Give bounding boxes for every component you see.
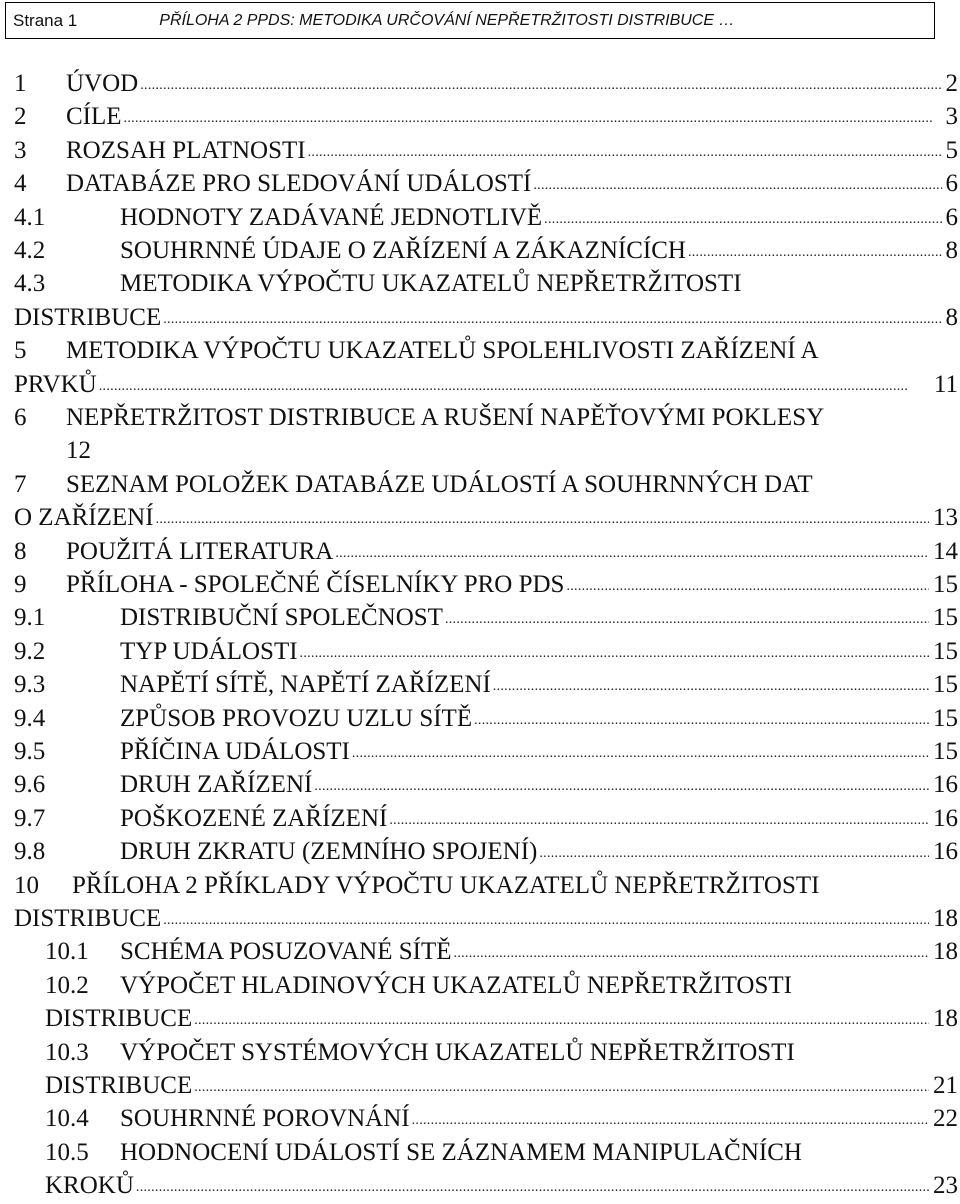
toc-number: 4.1 [14,203,46,231]
dot-leader [308,134,942,168]
toc-page-number: 15 [930,702,958,736]
toc-entry-title: HODNOCENÍ UDÁLOSTÍ SE ZÁZNAMEM MANIPULAČNÍCH [120,1138,802,1166]
toc-entry-title: NEPŘETRŽITOST DISTRIBUCE A RUŠENÍ NAPĚŤOVÝMI POKLESY [66,404,825,431]
toc-line[interactable] [0,635,960,669]
toc-page-number: 6 [943,167,959,201]
dot-leader [544,201,941,235]
toc-line[interactable] [0,301,960,335]
toc-page-number: 8 [943,301,959,335]
toc-page-number: 15 [930,668,958,702]
toc-page-number: 15 [930,735,958,769]
toc-entry-title: NAPĚTÍ SÍTĚ, NAPĚTÍ ZAŘÍZENÍ [120,671,491,699]
dot-leader [412,1102,929,1136]
toc-line[interactable] [0,902,960,936]
dot-leader [352,735,929,769]
toc-line[interactable] [0,1169,960,1203]
toc-line[interactable] [0,167,960,201]
toc-entry-title: ZPŮSOB PROVOZU UZLU SÍTĚ [120,704,473,732]
toc-entry-title: METODIKA VÝPOČTU UKAZATELŮ NEPŘETRŽITOSTI [120,270,742,298]
toc-number: 10.2 [45,971,89,999]
toc-page-number: 12 [66,437,91,465]
toc-line[interactable] [0,869,960,903]
toc-number: 1 [14,70,27,97]
toc-page-number: 6 [943,201,959,235]
dot-leader [194,1002,929,1036]
toc-entry-continuation: O ZAŘÍZENÍ [14,504,154,532]
toc-page-number: 11 [931,368,958,402]
toc-line[interactable] [0,1002,960,1036]
dot-leader [493,668,929,702]
toc-page-number: 2 [943,67,959,101]
toc-line[interactable] [0,334,960,368]
toc-page-number: 5 [943,134,959,168]
dot-leader [300,635,929,669]
toc-entry-title: PŘÍLOHA - SPOLEČNÉ ČÍSELNÍKY PRO PDS [66,571,565,598]
dot-leader [335,535,929,569]
toc-number: 10.1 [45,938,89,966]
dot-leader [445,601,929,635]
toc-line[interactable] [0,100,960,134]
toc-entry-title: DISTRIBUČNÍ SPOLEČNOST [120,604,443,632]
dot-leader [688,234,942,268]
toc-page-number: 16 [930,768,958,802]
toc-number: 10 [14,871,39,899]
toc-line[interactable] [0,535,960,569]
toc-entry-title: SCHÉMA POSUZOVANÉ SÍTĚ [120,938,452,966]
toc-page-number: 18 [930,935,958,969]
toc-entry-title: TYP UDÁLOSTI [120,637,298,665]
toc-number: 9.8 [14,838,46,866]
toc-number: 9.6 [14,771,46,799]
dot-leader [533,167,941,201]
toc-number: 8 [14,537,27,565]
toc-number: 9.4 [14,704,46,732]
dot-leader [194,1069,929,1103]
dot-leader [539,835,929,869]
toc-entry-continuation: KROKŮ [45,1172,134,1200]
toc-number: 10.4 [45,1105,89,1133]
toc-page-number: 8 [943,234,959,268]
toc-entry-continuation: DISTRIBUCE [45,1072,193,1099]
toc-entry-continuation: PRVKŮ [14,370,97,398]
toc-entry-title: PŘÍČINA UDÁLOSTI [120,738,350,765]
toc-line[interactable] [0,234,960,268]
toc-number: 9.1 [14,604,46,632]
toc-page-number: 18 [930,902,958,936]
toc-entry-title: VÝPOČET SYSTÉMOVÝCH UKAZATELŮ NEPŘETRŽITOSTI [120,1038,795,1066]
toc-page-number: 22 [930,1102,958,1136]
toc-entry-title: DATABÁZE PRO SLEDOVÁNÍ UDÁLOSTÍ [66,170,532,198]
dot-leader [99,368,930,402]
toc-line[interactable] [0,201,960,235]
toc-entry-continuation: DISTRIBUCE [14,303,162,331]
toc-line[interactable] [0,401,960,435]
dot-leader [140,67,941,101]
dot-leader [136,1169,929,1203]
toc-page-number: 16 [930,802,958,836]
toc-line[interactable] [0,267,960,301]
toc-line[interactable] [0,368,960,402]
toc-page-number: 21 [930,1069,958,1103]
toc-line[interactable] [0,1102,960,1136]
toc-number: 9.5 [14,738,46,765]
toc-number: 10.5 [45,1138,89,1166]
toc-number: 10.3 [45,1038,89,1066]
toc-page-number: 15 [930,601,958,635]
dot-leader [454,935,929,969]
toc-entry-continuation: DISTRIBUCE [45,1005,193,1033]
toc-line[interactable] [0,668,960,702]
toc-number: 5 [14,337,27,365]
toc-line[interactable] [0,802,960,836]
toc-entry-title: ÚVOD [66,70,139,97]
dot-leader [163,902,929,936]
toc-number: 9.3 [14,671,46,699]
toc-entry-continuation: DISTRIBUCE [14,905,162,932]
toc-line[interactable] [0,735,960,769]
toc-line[interactable] [0,768,960,802]
toc-line[interactable] [0,835,960,869]
dot-leader [389,802,929,836]
toc-entry-title: SOUHRNNÉ ÚDAJE O ZAŘÍZENÍ A ZÁKAZNÍCÍCH [120,237,686,264]
toc-entry-title: CÍLE [66,103,122,131]
toc-entry-title: SOUHRNNÉ POROVNÁNÍ [120,1105,410,1133]
toc-entry-title: ROZSAH PLATNOSTI [66,136,306,164]
dot-leader [566,568,929,602]
dot-leader [163,301,941,335]
toc-entry-title: HODNOTY ZADÁVANÉ JEDNOTLIVĚ [120,203,543,231]
dot-leader [156,501,929,535]
toc-entry-title: POŠKOZENÉ ZAŘÍZENÍ [120,804,388,832]
toc-line[interactable] [0,1036,960,1070]
toc-number: 2 [14,103,27,131]
dot-leader [314,768,929,802]
toc-number: 4 [14,170,27,198]
toc-entry-title: METODIKA VÝPOČTU UKAZATELŮ SPOLEHLIVOSTI ZAŘÍZENÍ A [66,337,819,365]
toc-number: 4.3 [14,270,46,298]
toc-line[interactable] [0,434,960,468]
page-header [5,2,935,39]
toc-number: 9.2 [14,637,46,665]
toc-number: 9 [14,571,27,598]
toc-entry-title: PŘÍLOHA 2 PŘÍKLADY VÝPOČTU UKAZATELŮ NEPŘETRŽITOSTI [72,871,820,899]
toc-line[interactable] [0,67,960,101]
toc-page-number: 15 [930,635,958,669]
toc-number: 3 [14,136,27,164]
toc-line[interactable] [0,501,960,535]
toc-number: 7 [14,470,27,498]
toc-entry-title: POUŽITÁ LITERATURA [66,537,334,565]
dot-leader [474,702,929,736]
toc-line[interactable] [0,1069,960,1103]
toc-entry-title: DRUH ZAŘÍZENÍ [120,771,313,799]
toc-page-number: 16 [930,835,958,869]
page-label: Strana 1 [13,10,78,30]
toc-page-number: 15 [930,568,958,602]
toc-page-number: 18 [930,1002,958,1036]
toc-line[interactable] [0,1136,960,1170]
toc-line[interactable] [0,601,960,635]
toc-entry-title: VÝPOČET HLADINOVÝCH UKAZATELŮ NEPŘETRŽITOSTI [120,971,792,999]
document-title: PŘÍLOHA 2 PPDS: METODIKA URČOVÁNÍ NEPŘETRŽITOSTI DISTRIBUCE … [159,11,735,29]
toc-page-number: 13 [930,501,958,535]
toc-line[interactable] [0,134,960,168]
toc-page-number: 23 [930,1169,958,1203]
toc-number: 9.7 [14,804,46,832]
toc-line[interactable] [0,935,960,969]
toc-entry-title: SEZNAM POLOŽEK DATABÁZE UDÁLOSTÍ A SOUHRNNÝCH DAT [66,470,813,498]
toc-line[interactable] [0,568,960,602]
toc-line[interactable] [0,969,960,1003]
toc-entry-title: DRUH ZKRATU (ZEMNÍHO SPOJENÍ) [120,838,538,866]
toc-number: 6 [14,404,27,431]
toc-line[interactable] [0,468,960,502]
toc-line[interactable] [0,702,960,736]
dot-leader [124,100,942,134]
toc-page-number: 3 [943,100,959,134]
toc-number: 4.2 [14,237,46,264]
toc-page-number: 14 [930,535,958,569]
